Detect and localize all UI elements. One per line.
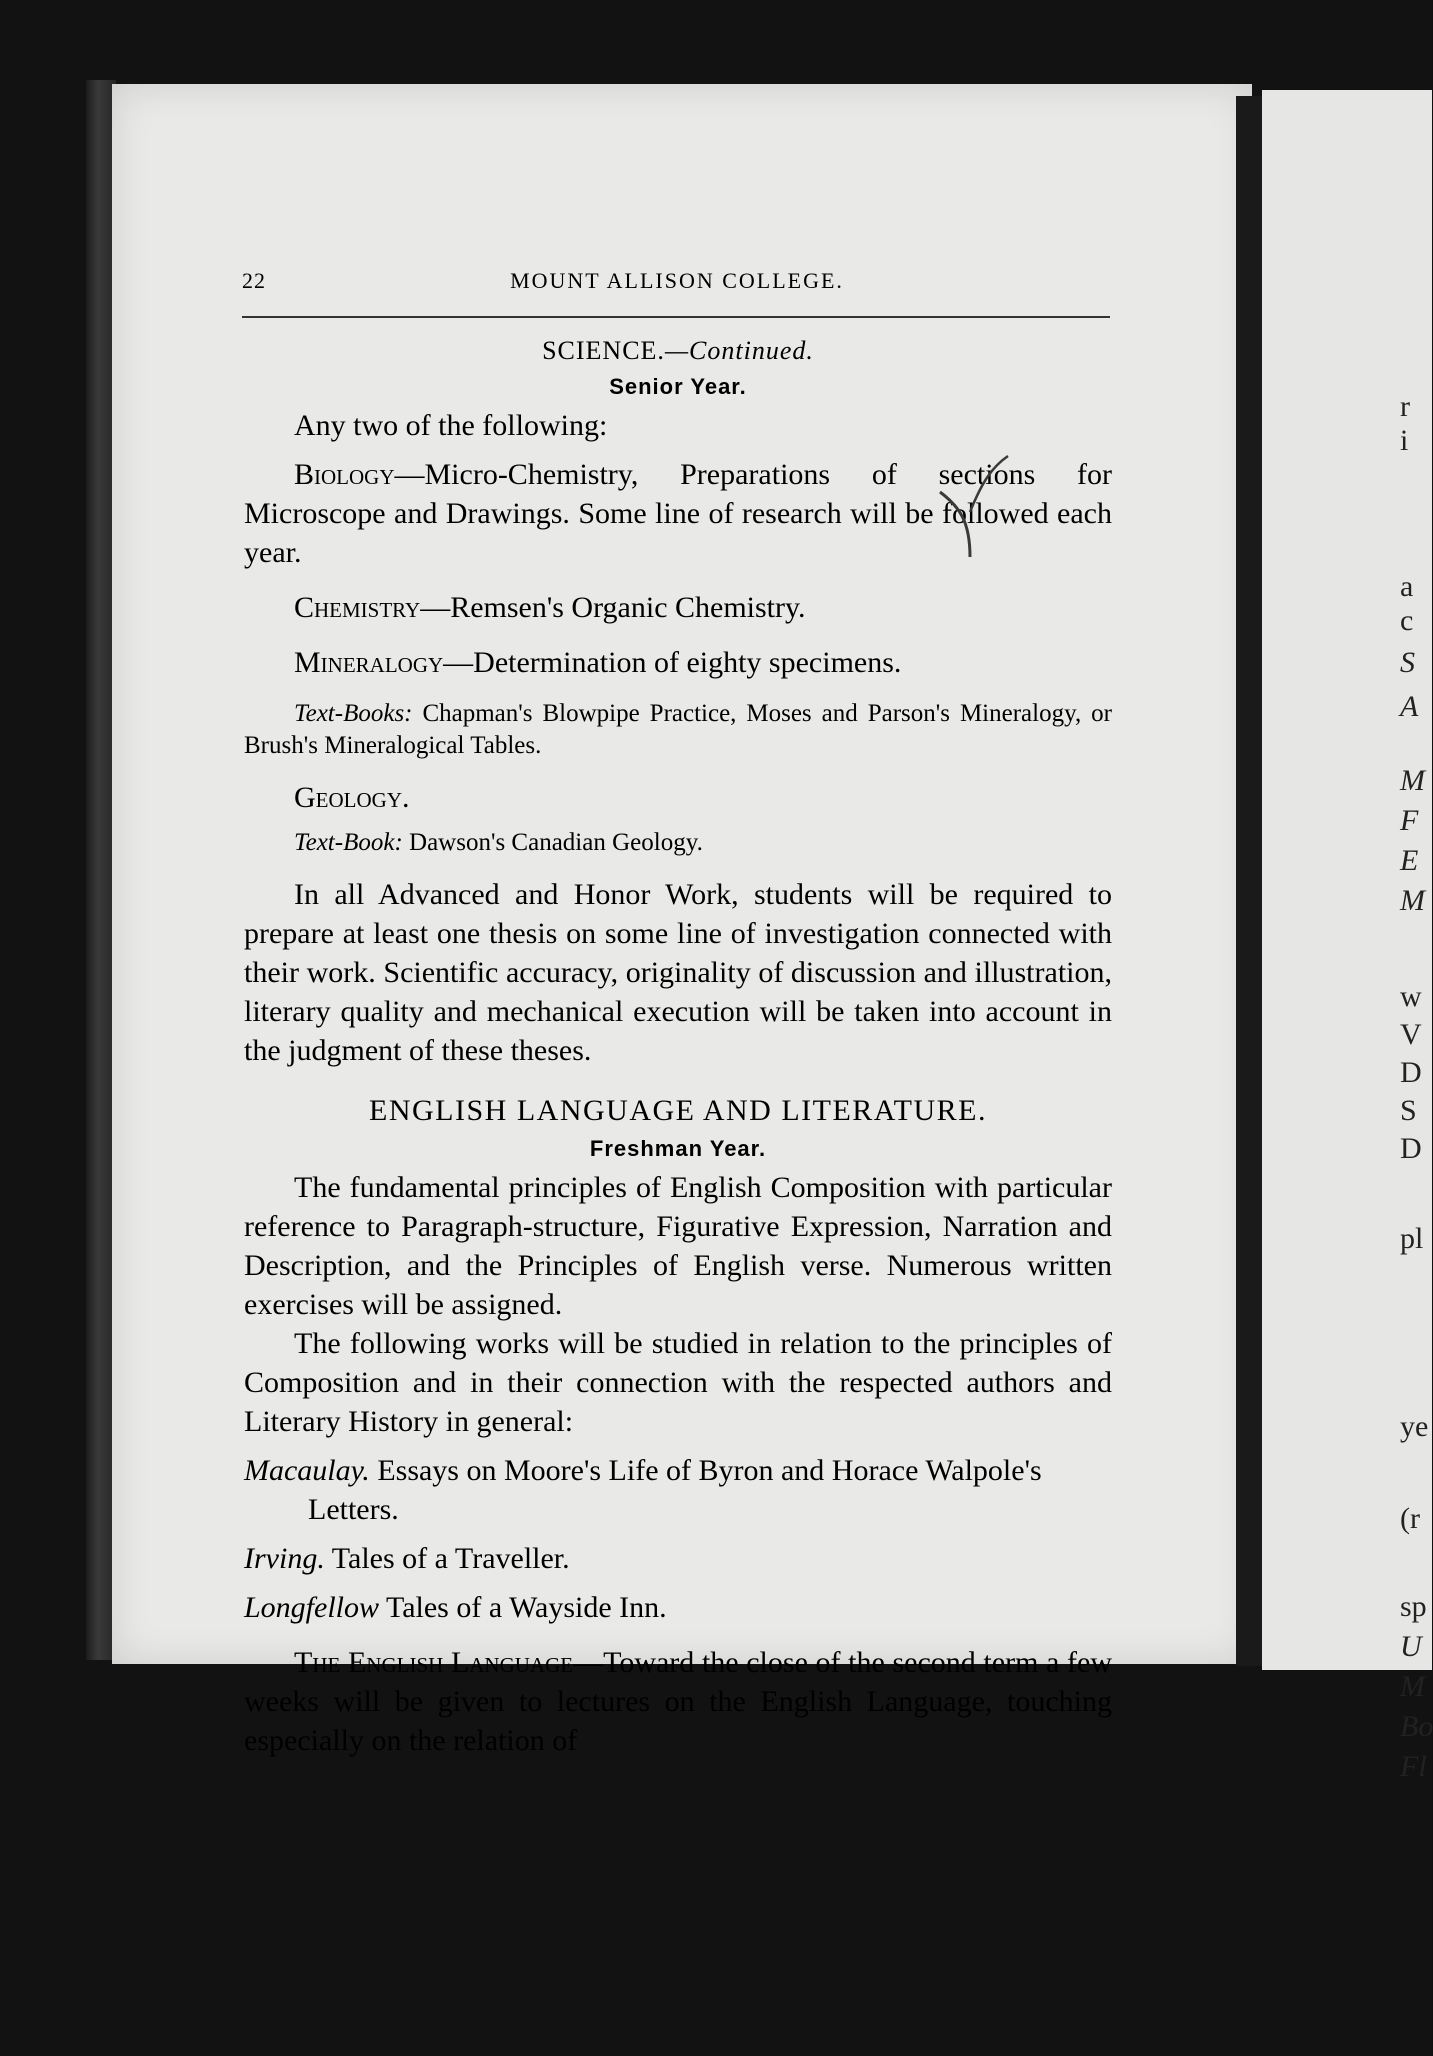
chemistry-paragraph — [244, 588, 1112, 627]
textbooks-paragraph — [244, 698, 1112, 762]
next-page-fragment: M — [1400, 1670, 1425, 1703]
next-page-fragment: r — [1400, 390, 1410, 423]
next-page-fragment: Fl — [1400, 1750, 1427, 1783]
next-page-fragment: ye — [1400, 1410, 1429, 1443]
works-title: Tales of a Wayside Inn. — [385, 1591, 667, 1624]
next-page-fragment: U — [1400, 1630, 1422, 1663]
next-page-fragment: E — [1400, 844, 1419, 877]
geology-heading: Geology. — [294, 781, 410, 814]
geology-textbook-text: Dawson's Canadian Geology. — [409, 829, 703, 856]
mineralogy-paragraph — [244, 643, 1112, 682]
textbooks-text: Chapman's Blowpipe Practice, Moses and Parson's Mineralogy, or Brush's Mineralogical Tables. — [244, 700, 1112, 759]
pencil-check-mark — [930, 452, 1020, 562]
works-author: Macaulay. — [244, 1454, 370, 1487]
senior-year-heading: Senior Year. — [609, 374, 747, 399]
page-header — [242, 268, 1112, 308]
geology-textbook — [244, 827, 1112, 859]
next-page-fragment: w — [1400, 980, 1422, 1013]
next-page-fragment: A — [1400, 690, 1419, 723]
biology-text: —Micro-Chemistry, Preparations of sections for Microscope and Drawings. Some line of research will be followed each year. — [244, 458, 1112, 569]
next-page-fragment: pl — [1400, 1222, 1424, 1255]
freshman-year-heading: Freshman Year. — [589, 1136, 767, 1161]
works-author: Longfellow — [244, 1591, 380, 1624]
page-number: 22 — [242, 268, 266, 293]
geology-textbook-label: Text-Book: — [294, 829, 403, 856]
science-title: SCIENCE. — [542, 336, 665, 365]
science-section-heading — [244, 336, 1112, 366]
mineralogy-text: —Determination of eighty specimens. — [443, 646, 902, 679]
next-page-fragment: c — [1400, 604, 1414, 637]
english-paragraph-2: The following works will be studied in relation to the principles of Composition and in their connection with the respected authors and Literary History in general: — [244, 1327, 1112, 1438]
works-item — [244, 1588, 1112, 1627]
science-continued: —Continued. — [664, 336, 814, 365]
english-paragraph-1: The fundamental principles of English Composition with particular reference to Paragraph-structure, Figurative Expression, Narration and Description, and the Principles of English verse. Numerous written exercises will be assigned. — [244, 1171, 1112, 1321]
science-intro: Any two of the following: — [294, 409, 608, 442]
next-page-fragment: S — [1400, 1094, 1417, 1127]
works-item — [244, 1451, 1112, 1529]
biology-label: Biology — [294, 458, 395, 491]
next-page-fragment: F — [1400, 804, 1419, 837]
works-author: Irving. — [244, 1542, 325, 1575]
english-language-label: The English Language — [294, 1646, 574, 1679]
works-title: Tales of a Traveller. — [331, 1542, 570, 1575]
chemistry-label: Chemistry — [294, 591, 421, 624]
header-rule — [242, 316, 1110, 318]
book-gutter — [1236, 96, 1262, 1666]
english-section-heading: ENGLISH LANGUAGE AND LITERATURE. — [369, 1094, 987, 1127]
running-head: MOUNT ALLISON COLLEGE. — [510, 268, 844, 293]
next-page-fragment: i — [1400, 424, 1409, 457]
english-language-paragraph — [244, 1643, 1112, 1760]
works-title: Essays on Moore's Life of Byron and Horace Walpole's Letters. — [308, 1454, 1042, 1526]
next-page-fragment: S — [1400, 646, 1415, 679]
next-page-fragment: D — [1400, 1056, 1422, 1089]
next-page-fragment: Bo — [1400, 1710, 1433, 1743]
next-page-fragment: (r — [1400, 1502, 1420, 1535]
mineralogy-label: Mineralogy — [294, 646, 444, 679]
chemistry-text: —Remsen's Organic Chemistry. — [420, 591, 806, 624]
next-page-fragment: a — [1400, 570, 1414, 603]
next-page-fragment: sp — [1400, 1590, 1427, 1623]
adjacent-page-edge — [1262, 90, 1433, 1783]
next-page-fragment: M — [1400, 764, 1425, 797]
thesis-paragraph: In all Advanced and Honor Work, students will be required to prepare at least one thesis on some line of investigation connected with their work. Scientific accuracy, originality of discussion and illustration, literary quality and mechanical execution will be taken into account in the judgment of these theses. — [244, 878, 1112, 1067]
works-item — [244, 1539, 1112, 1578]
next-page-fragment: V — [1400, 1018, 1422, 1051]
textbooks-label: Text-Books: — [294, 700, 413, 727]
english-language-text: —Toward the close of the second term a few weeks will be given to lectures on the English Language, touching especially on the relation of — [244, 1646, 1112, 1757]
next-page-fragment: D — [1400, 1132, 1422, 1165]
next-page-fragment: M — [1400, 884, 1425, 917]
